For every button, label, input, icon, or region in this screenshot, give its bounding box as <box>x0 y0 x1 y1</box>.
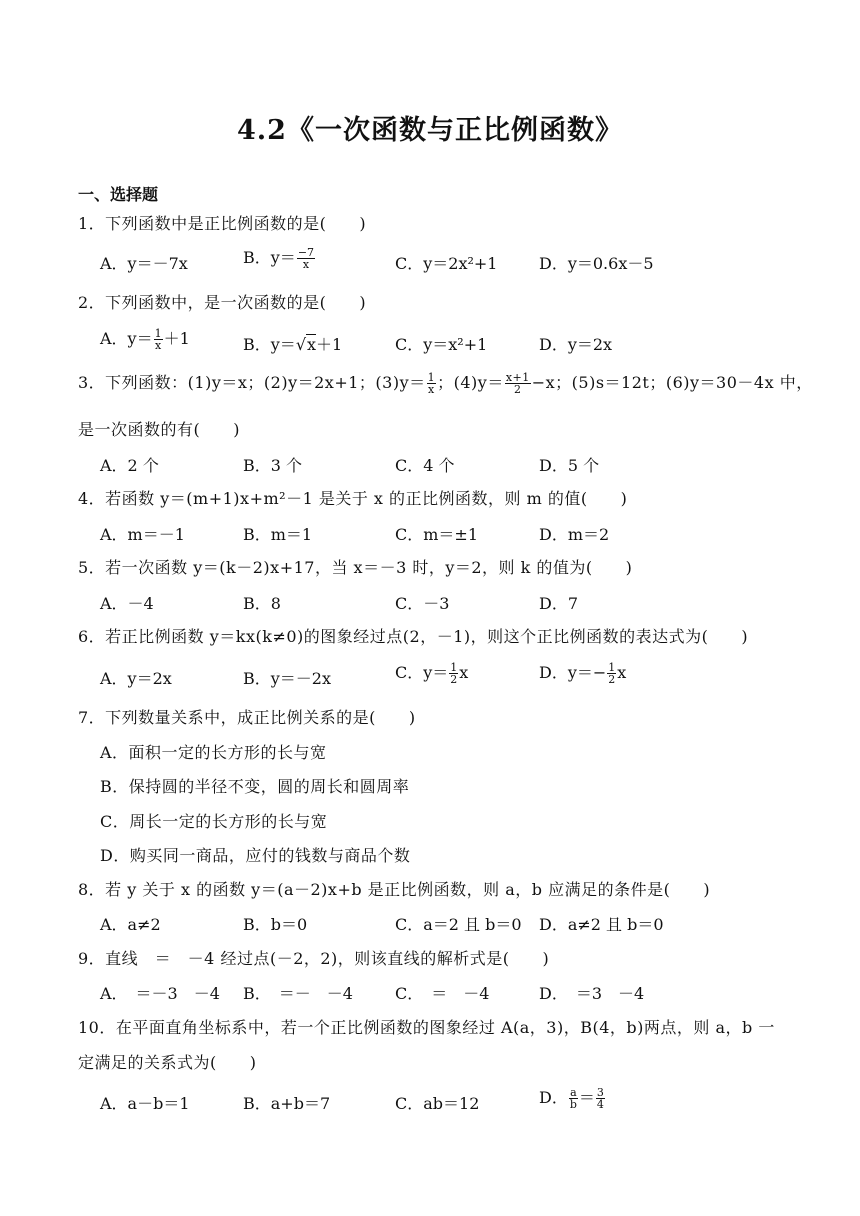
option-c: C．周长一定的长方形的长与宽 <box>100 812 328 831</box>
option-d: D．5 个 <box>539 456 600 475</box>
option-d: D．y＝0.6x－5 <box>539 254 654 273</box>
question-6-stem: 6．若正比例函数 y＝kx(k≠0)的图象经过点(2，－1)，则这个正比例函数的表达式为( ) <box>78 627 749 646</box>
option-c: C．－3 <box>395 594 450 613</box>
option-a: A．a－b＝1 <box>100 1094 190 1113</box>
option-d: D．a≠2 且 b＝0 <box>539 915 664 934</box>
option-a: A． ＝－3 －4 <box>100 984 220 1003</box>
option-b: B．y＝－2x <box>243 669 332 688</box>
option-b: B．保持圆的半径不变，圆的周长和圆周率 <box>100 777 410 796</box>
option-a: A．a≠2 <box>100 915 161 934</box>
option-b: B．y＝√x＋1 <box>243 335 343 354</box>
question-3-stem-cont: 是一次函数的有( ) <box>78 420 240 439</box>
option-a: A．面积一定的长方形的长与宽 <box>100 743 327 762</box>
option-a: A．y＝－7x <box>100 254 188 273</box>
question-7-stem: 7．下列数量关系中，成正比例关系的是( ) <box>78 708 416 727</box>
option-d: D．购买同一商品，应付的钱数与商品个数 <box>100 846 411 865</box>
option-b: B．8 <box>243 594 281 613</box>
option-a: A．m＝－1 <box>100 525 185 544</box>
question-3-stem: 3．下列函数：(1)y＝x；(2)y＝2x+1；(3)y＝ $\frac{1}{x}$ ；(4)y＝ $\frac{x+1}{2}$ −x；(5)s＝12t；(6)y＝30－4x 中， <box>78 371 813 396</box>
option-b: B．a+b＝7 <box>243 1094 331 1113</box>
question-5-stem: 5．若一次函数 y＝(k－2)x+17，当 x＝－3 时，y＝2，则 k 的值为( ) <box>78 558 633 577</box>
option-d: D．y＝2x <box>539 335 613 354</box>
page-title: 4.2《一次函数与正比例函数》 <box>237 115 623 146</box>
option-d: D．y＝− $\frac{1}{2}$ x <box>539 661 627 686</box>
option-c: C．ab＝12 <box>395 1094 480 1113</box>
question-10-stem: 10．在平面直角坐标系中，若一个正比例函数的图象经过 A(a，3)，B(4，b)两点，则 a，b 一 <box>78 1018 775 1037</box>
option-c: C． ＝ －4 <box>395 984 490 1003</box>
option-a: A．2 个 <box>100 456 159 475</box>
option-a: A．－4 <box>100 594 154 613</box>
question-10-stem-cont: 定满足的关系式为( ) <box>78 1053 257 1072</box>
option-c: C．a＝2 且 b＝0 <box>395 915 522 934</box>
section-heading: 一、选择题 <box>78 185 159 204</box>
option-d: D． $\frac{a}{b}$ ＝ $\frac{3}{4}$ <box>539 1086 604 1111</box>
option-c: C．y＝2x²+1 <box>395 254 498 273</box>
option-c: C．m＝±1 <box>395 525 479 544</box>
option-c: C．y＝ $\frac{1}{2}$ x <box>395 661 469 686</box>
option-d: D．m＝2 <box>539 525 610 544</box>
question-1-stem: 1．下列函数中是正比例函数的是( ) <box>78 214 367 233</box>
option-c: C．4 个 <box>395 456 455 475</box>
question-2-stem: 2．下列函数中，是一次函数的是( ) <box>78 293 367 312</box>
option-b: B．m＝1 <box>243 525 313 544</box>
option-a: A．y＝ $\frac{1}{x}$ ＋1 <box>100 327 190 352</box>
option-b: B．3 个 <box>243 456 303 475</box>
question-9-stem: 9．直线 ＝ －4 经过点(－2，2)，则该直线的解析式是( ) <box>78 949 550 968</box>
option-b: B．y＝ $\frac{-7}{x}$ <box>243 246 315 271</box>
question-8-stem: 8．若 y 关于 x 的函数 y＝(a－2)x+b 是正比例函数，则 a，b 应满足的条件是( ) <box>78 880 711 899</box>
option-d: D．7 <box>539 594 579 613</box>
option-b: B．b＝0 <box>243 915 308 934</box>
option-c: C．y＝x²+1 <box>395 335 488 354</box>
option-a: A．y＝2x <box>100 669 172 688</box>
option-b: B． ＝－ －4 <box>243 984 353 1003</box>
question-4-stem: 4．若函数 y＝(m+1)x+m²－1 是关于 x 的正比例函数，则 m 的值( ) <box>78 489 628 508</box>
option-d: D． ＝3 －4 <box>539 984 645 1003</box>
